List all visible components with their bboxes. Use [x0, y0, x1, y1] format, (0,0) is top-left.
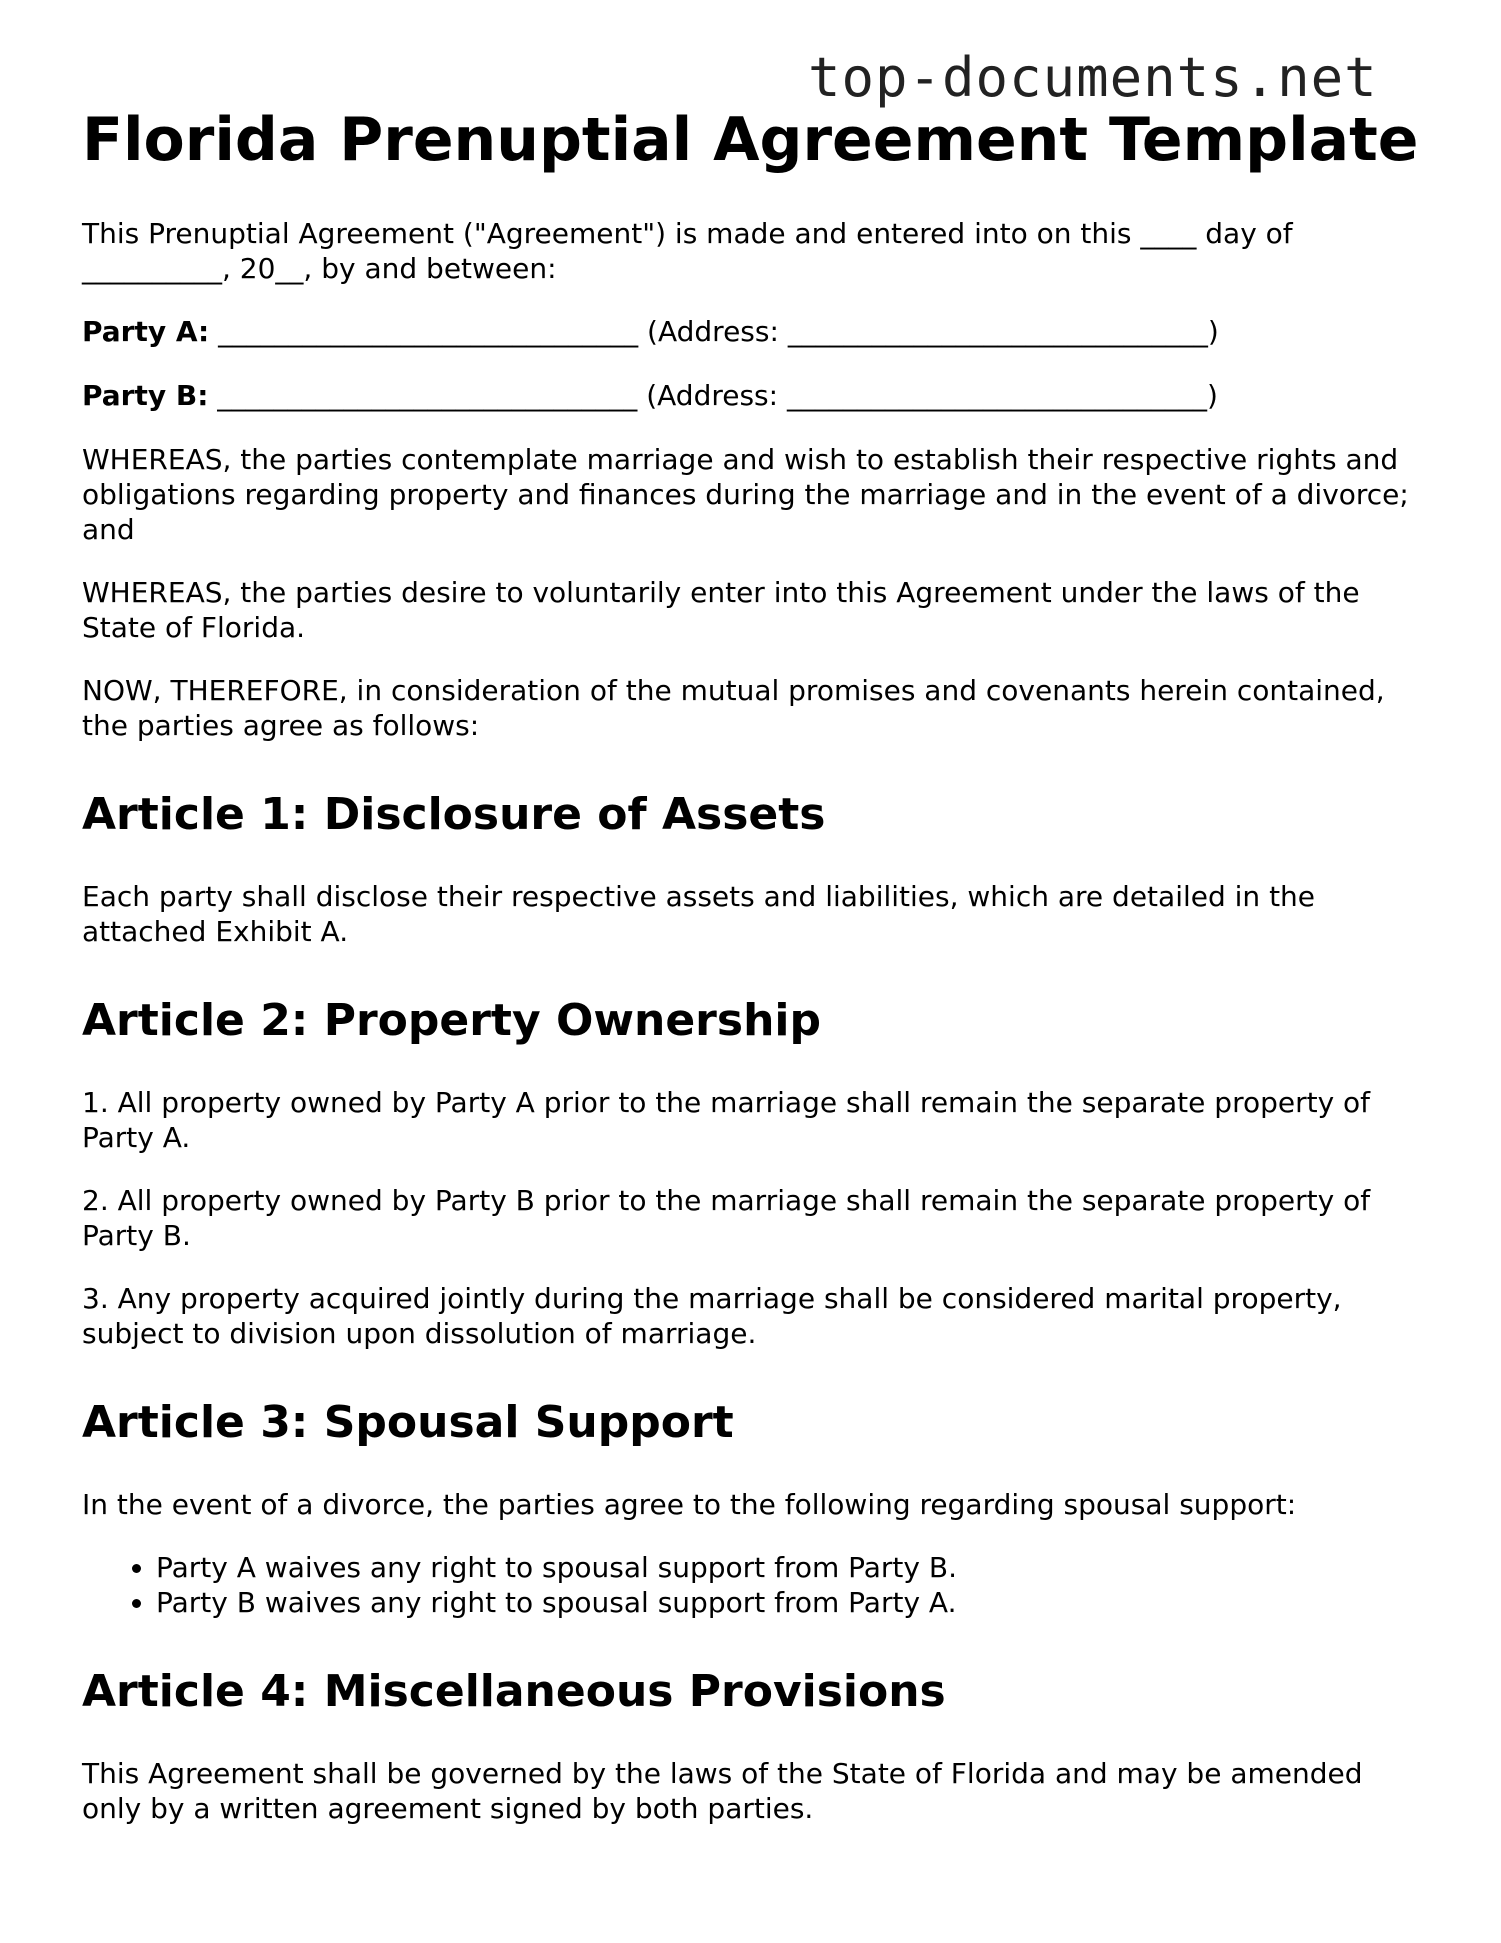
article-2-heading: Article 2: Property Ownership	[82, 995, 821, 1046]
party-b-line	[82, 378, 1422, 413]
article-2-item-1: 1. All property owned by Party A prior to the marriage shall remain the separate property of Party A.	[82, 1086, 1371, 1154]
party-a-fields: ______________________________ (Address: ______________________________)	[209, 315, 1219, 348]
party-b-label: Party B:	[82, 379, 209, 412]
party-a-line	[82, 314, 1422, 349]
article-4-body: This Agreement shall be governed by the laws of the State of Florida and may be amended only by a written agreement signed by both parties.	[82, 1757, 1363, 1825]
party-b-fields: ______________________________ (Address: ______________________________)	[208, 379, 1218, 412]
document-content	[82, 104, 1422, 1854]
party-a-label: Party A:	[82, 315, 210, 348]
article-3-heading: Article 3: Spousal Support	[82, 1397, 734, 1448]
article-3-bullet-list	[82, 1550, 1422, 1620]
document-title: Florida Prenuptial Agreement Template	[82, 105, 1419, 175]
intro-line-2: __________, 20__, by and between:	[82, 252, 557, 285]
article-1-body: Each party shall disclose their respective assets and liabilities, which are detailed in the attached Exhibit A.	[82, 880, 1316, 948]
article-2-item-2: 2. All property owned by Party B prior to the marriage shall remain the separate property of Party B.	[82, 1184, 1371, 1252]
intro-paragraph	[82, 216, 1422, 286]
site-watermark: top-documents.net	[808, 46, 1378, 109]
article-4-heading: Article 4: Miscellaneous Provisions	[82, 1666, 946, 1717]
article-3-body: In the event of a divorce, the parties agree to the following regarding spousal support:	[82, 1488, 1297, 1521]
intro-line-1: This Prenuptial Agreement ("Agreement") is made and entered into on this ____ day of	[82, 217, 1293, 250]
recital-whereas-1: WHEREAS, the parties contemplate marriage and wish to establish their respective rights and obligations regarding property and finances during the marriage and in the event of a divorce; and	[82, 443, 1409, 546]
article-3-bullet-2: • Party B waives any right to spousal support from Party A.	[156, 1585, 1422, 1620]
recital-whereas-2: WHEREAS, the parties desire to voluntarily enter into this Agreement under the laws of the State of Florida.	[82, 576, 1360, 644]
article-3-bullet-1: • Party A waives any right to spousal support from Party B.	[156, 1550, 1422, 1585]
article-1-heading: Article 1: Disclosure of Assets	[82, 789, 826, 840]
article-2-item-3: 3. Any property acquired jointly during the marriage shall be considered marital property, subject to division upon dissolution of marriage.	[82, 1282, 1342, 1350]
recital-now-therefore: NOW, THEREFORE, in consideration of the mutual promises and covenants herein contained, the parties agree as follows:	[82, 674, 1385, 742]
